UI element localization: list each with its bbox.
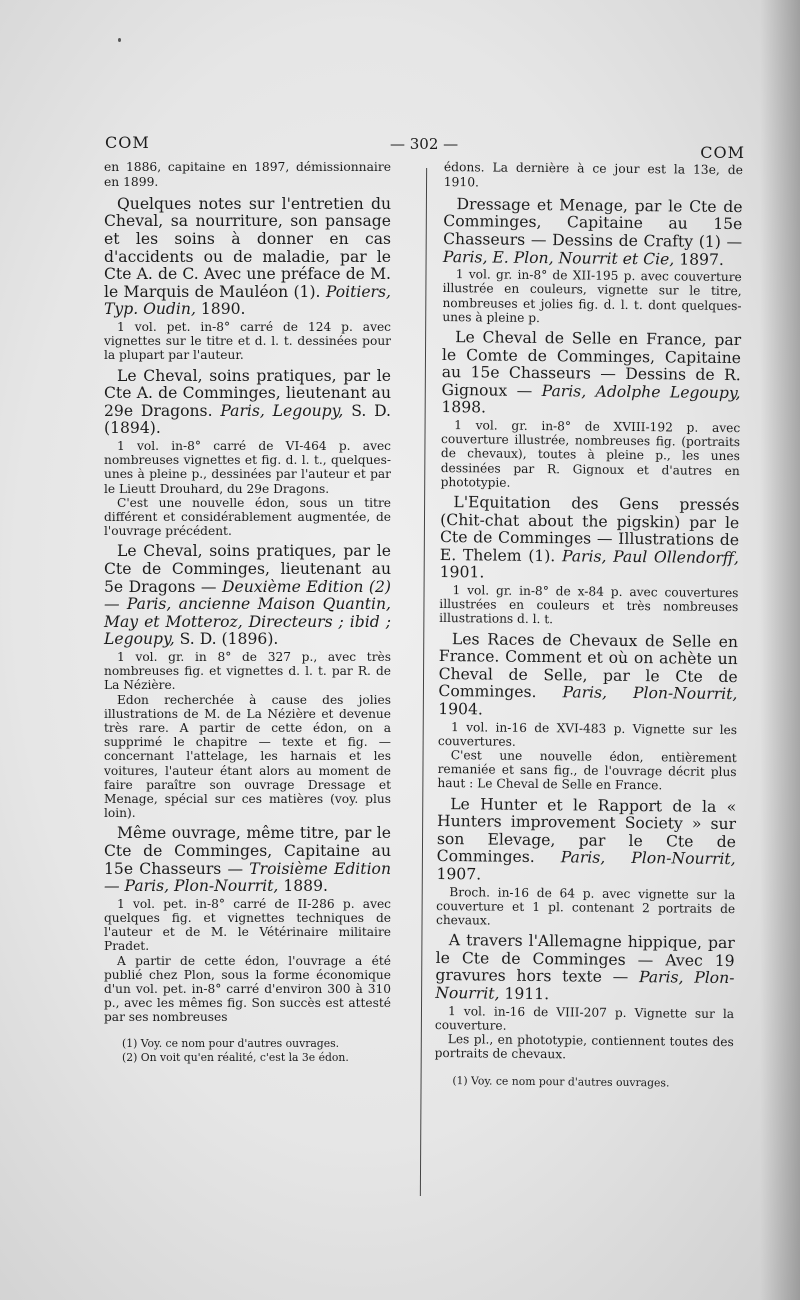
bibliography-entry (104, 543, 391, 820)
bibliography-entry (435, 932, 735, 1063)
right-column (434, 160, 743, 1091)
entry-imprint: Deuxième Edition (2) — Paris, ancienne Maison Quantin, May et Motteroz, Directeurs ; ibid ; Legoupy, (104, 577, 391, 649)
entry-imprint: Troisième Edition — Paris, Plon-Nourrit, (104, 859, 391, 896)
entry-title-text: Le Cheval, soins pratiques, par le Cte de Comminges, lieutenant au 5e Dragons — (104, 542, 391, 596)
running-head-left: COM (105, 133, 150, 152)
entry-year: 1904. (438, 699, 483, 719)
entry-imprint: Paris, Plon-Nourrit, (435, 968, 735, 1003)
entry-description: 1 vol. gr. in-8° de XII-195 p. avec couverture illustrée en couleurs, vignette sur le titre, nombreuses et jolies fig. d. l. t. dont quelques-unes à pleine p. (442, 267, 742, 325)
entry-year: 1898. (441, 398, 487, 417)
entry-title-text: L'Equitation des Gens pressés (Chit-chat about the pigskin) par le Cte de Comminges — Illustrations de E. Thelem (1). (439, 493, 740, 565)
entry-note: Edon recherchée à cause des jolies illustrations de M. de La Nézière et devenue très rare. A partir de cette édon, on a supprimé le chapitre — texte et fig. — concernant l'attelage, les harnais et les voitures, l'auteur étant alors au moment de faire paraître son ouvrage Dressage et Menage, spécial sur ces matières (voy. plus loin). (104, 692, 391, 821)
entry-title (438, 631, 738, 722)
entry-title (104, 825, 391, 895)
bibliography-entry (442, 196, 742, 327)
entry-description: 1 vol. pet. in-8° carré de 124 p. avec vignettes sur le titre et d. l. t. dessinées pour la plupart par l'auteur. (104, 319, 391, 363)
footnotes (434, 1074, 733, 1091)
entry-imprint: Paris, Legoupy, (220, 401, 344, 420)
entry-title (104, 368, 391, 438)
entry-year: S. D. (1896). (179, 630, 279, 649)
entry-title-text: Le Hunter et le Rapport de la « Hunters improvement Society » sur son Elevage, par le Cte de Comminges. (436, 794, 737, 867)
entry-title-text: Même ouvrage, même titre, par le Cte de Comminges, Capitaine au 15e Chasseurs — (104, 824, 391, 878)
entry-imprint: Paris, E. Plon, Nourrit et Cie, (442, 247, 675, 269)
entry-note: C'est une nouvelle édon, sous un titre différent et considérablement augmentée, de l'ouvrage précédent. (104, 495, 391, 539)
entry-title-text: Les Races de Chevaux de Selle en France. Comment et où on achète un Cheval de Selle, par le Cte de Comminges. (438, 629, 739, 702)
running-head-right: COM (700, 143, 745, 162)
entry-title-text: Le Cheval de Selle en France, par le Comte de Comminges, Capitaine au 15e Chasseurs — Dessins de R. Gignoux — (441, 328, 742, 400)
continuation-text: édons. La dernière à ce jour est la 13e, de 1910. (443, 160, 743, 190)
entry-title-text: A travers l'Allemagne hippique, par le Cte de Comminges — Avec 19 gravures hors texte — (435, 931, 735, 987)
entry-title-text: Le Cheval, soins pratiques, par le Cte A. de Comminges, lieutenant au 29e Dragons. (104, 366, 391, 420)
entry-description: 1 vol. gr. in-8° de XVIII-192 p. avec couverture illustrée, nombreuses fig. (portraits de chevaux), toutes à pleine p., les unes dessinées par R. Gignoux et d'autres en phototypie. (440, 418, 741, 490)
entry-year: 1901. (439, 563, 485, 582)
entry-title-text: Dressage et Menage, par le Cte de Comminges, Capitaine au 15e Chasseurs — Dessins de Crafty (1) — (443, 194, 743, 252)
running-head (105, 133, 745, 162)
entry-list (104, 196, 391, 1025)
entry-description: 1 vol. gr. in-8° de x-84 p. avec couvertures illustrées en couleurs et très nombreuses illustrations d. l. t. (439, 583, 739, 627)
entry-title (435, 932, 735, 1006)
entry-note: C'est une nouvelle édon, entièrement remaniée et sans fig., de l'ouvrage décrit plus haut : Le Cheval de Selle en France. (437, 748, 737, 793)
bibliography-entry (441, 329, 742, 492)
entry-title (441, 329, 741, 420)
entry-year: S. D. (1894). (104, 401, 391, 438)
page-shadow (760, 0, 800, 1300)
continuation-text: en 1886, capitaine en 1897, démissionnaire en 1899. (104, 160, 391, 189)
entry-description: Broch. in-16 de 64 p. avec vignette sur la couverture et 1 pl. contenant 2 portraits de chevaux. (435, 884, 736, 928)
entry-imprint: Paris, Adolphe Legoupy, (541, 381, 741, 402)
entry-title (440, 494, 740, 585)
entry-note: Les pl., en phototypie, contiennent toutes des portraits de chevaux. (434, 1031, 734, 1062)
entry-description: 1 vol. gr. in 8° de 327 p., avec très nombreuses fig. et vignettes d. l. t. par R. de La Nézière. (104, 649, 391, 693)
page-number: — 302 — (390, 135, 459, 153)
entry-note: A partir de cette édon, l'ouvrage a été publié chez Plon, sous la forme économique d'un vol. pet. in-8° carré d'environ 300 à 310 p., avec les mêmes fig. Son succès est attesté par ses nombreuses (104, 953, 391, 1025)
left-column (104, 160, 391, 1065)
entry-imprint: Poitiers, Typ. Oudin, (104, 282, 391, 319)
entry-imprint: Paris, Paul Ollendorff, (561, 547, 739, 567)
entry-title (436, 796, 736, 887)
bibliography-entry (436, 796, 736, 931)
entry-year: 1911. (504, 984, 550, 1004)
bibliography-entry (439, 494, 739, 629)
bibliography-entry (104, 196, 391, 363)
entry-title-text: Quelques notes sur l'entretien du Cheval, sa nourriture, son pansage et les soins à donner en cas d'accidents ou de maladie, par le Cte A. de C. Avec une préface de M. le Marquis de Mauléon (1). (104, 194, 391, 301)
column-rule (420, 168, 427, 1196)
bibliography-entry (437, 631, 738, 794)
entry-description: 1 vol. in-8° carré de VI-464 p. avec nombreuses vignettes et fig. d. l. t., quelques-unes à pleine p., dessinées par l'auteur et par le Lieutt Drouhard, du 29e Dragons. (104, 438, 391, 496)
entry-imprint: Paris, Plon-Nourrit, (560, 848, 736, 869)
bibliography-entry (104, 825, 391, 1024)
footnote: (1) Voy. ce nom pour d'autres ouvrages. (452, 1074, 670, 1090)
bibliography-entry (104, 368, 391, 539)
entry-description: 1 vol. in-16 de XVI-483 p. Vignette sur les couvertures. (437, 719, 738, 749)
ink-speck (118, 38, 121, 42)
entry-year: 1890. (200, 300, 246, 319)
entry-list (435, 196, 743, 1064)
entry-description: 1 vol. pet. in-8° carré de II-286 p. avec quelques fig. et vignettes techniques de l'auteur et de M. le Vétérinaire militaire Pradet. (104, 896, 391, 954)
footnote: (1) Voy. ce nom pour d'autres ouvrages. (122, 1036, 340, 1050)
footnote: (2) On voit qu'en réalité, c'est la 3e édon. (122, 1050, 349, 1064)
entry-year: 1907. (436, 864, 482, 884)
entry-year: 1897. (679, 250, 725, 269)
footnotes (104, 1037, 391, 1065)
entry-title (443, 196, 743, 270)
entry-year: 1889. (283, 877, 328, 896)
entry-title (104, 196, 391, 319)
entry-imprint: Paris, Plon-Nourrit, (562, 683, 738, 704)
entry-title (104, 543, 391, 649)
entry-description: 1 vol. in-16 de VIII-207 p. Vignette sur la couverture. (434, 1003, 735, 1033)
